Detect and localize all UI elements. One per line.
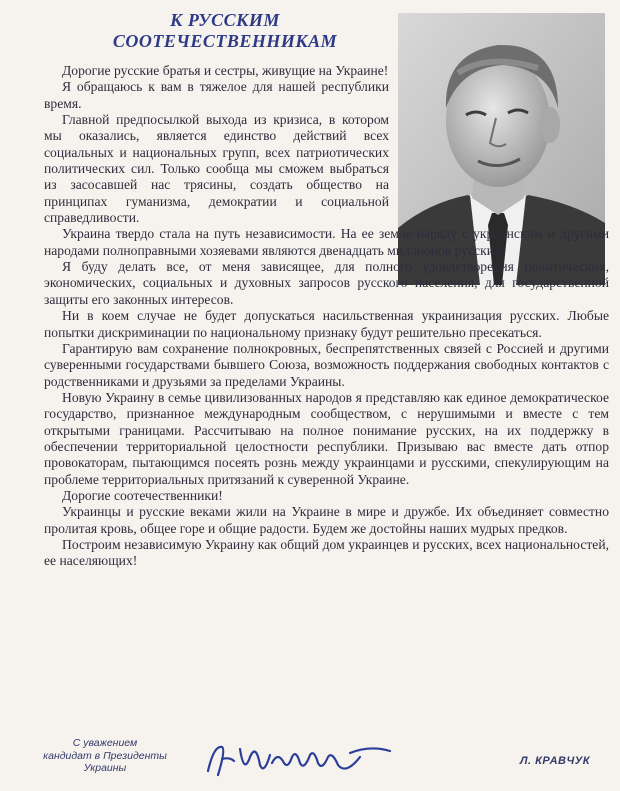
signature-icon (200, 735, 400, 783)
closing-line-2: кандидат в Президенты (43, 749, 167, 762)
paragraph-promise: Я буду делать все, от меня зависящее, для полного удовлетворения политических, экономических, социальных и духовных запросов русского населения, для государственной защиты его законных интересов. (44, 259, 609, 307)
paragraph-address: Дорогие соотечественники! (62, 487, 223, 503)
paragraph-appeal: Я обращаюсь к вам в тяжелое для нашей республики время. (44, 79, 389, 111)
paragraph-guarantee: Гарантирую вам сохранение полнокровных, беспрепятственных связей с Россией и другими суверенными государствами бывшего Союза, возможность поддержания свободных контактов с родственниками и друзьями за пределами Украины. (44, 340, 609, 389)
paragraph-unity: Главной предпосылкой выхода из кризиса, в котором мы оказались, является единство действий всех социальных и национальных групп, всех патриотических политических сил. Только сообща мы сможем выбраться из засосавшей нас трясины, создать общество на принципах гуманизма, демократии и социальной справедливости. (44, 112, 389, 226)
signer-name: Л. КРАВЧУК (520, 755, 590, 767)
leaflet-title (70, 10, 380, 52)
paragraph-no-forced-ukrainization: Ни в коем случае не будет допускаться насильственная украинизация русских. Любые попытки дискриминации по национальному признаку будут решительно пресекаться. (44, 308, 609, 340)
title-line-1: К РУССКИМ (170, 10, 280, 30)
closing-block (40, 737, 170, 775)
paragraph-greeting: Дорогие русские братья и сестры, живущие на Украине! (62, 63, 389, 78)
paragraph-new-ukraine: Новую Украину в семье цивилизованных народов я представляю как единое демократическое государство, признанное международным сообществом, с нерушимыми и вместе с тем открытыми границами. Рассчитываю на полное понимание русских, на их поддержку в обеспечении территориальной целостности республики. Призываю вас вместе дать отпор провокаторам, пытающимся посеять рознь между украинцами и русскими, спекулирующим на проблеме территориальных притязаний к суверенной Украине. (44, 389, 609, 487)
title-line-2: СООТЕЧЕСТВЕННИКАМ (112, 31, 338, 51)
closing-line-3: Украины (83, 762, 127, 774)
letter-body (44, 63, 609, 570)
paragraph-common-home: Построим независимую Украину как общий дом украинцев и русских, всех национальностей, ее населяющих! (44, 536, 609, 569)
paragraph-friendship: Украинцы и русские веками жили на Украине в мире и дружбе. Их объединяет совместно пролитая кровь, общее горе и общие радости. Будем же достойны наших мудрых предков. (44, 504, 609, 536)
closing-line-1: С уважением (72, 737, 138, 749)
paragraph-independence: Украина твердо стала на путь независимости. На ее земле наряду с украинским и другими народами полноправными хозяевами являются двенадцать миллионов русских. (44, 226, 609, 258)
